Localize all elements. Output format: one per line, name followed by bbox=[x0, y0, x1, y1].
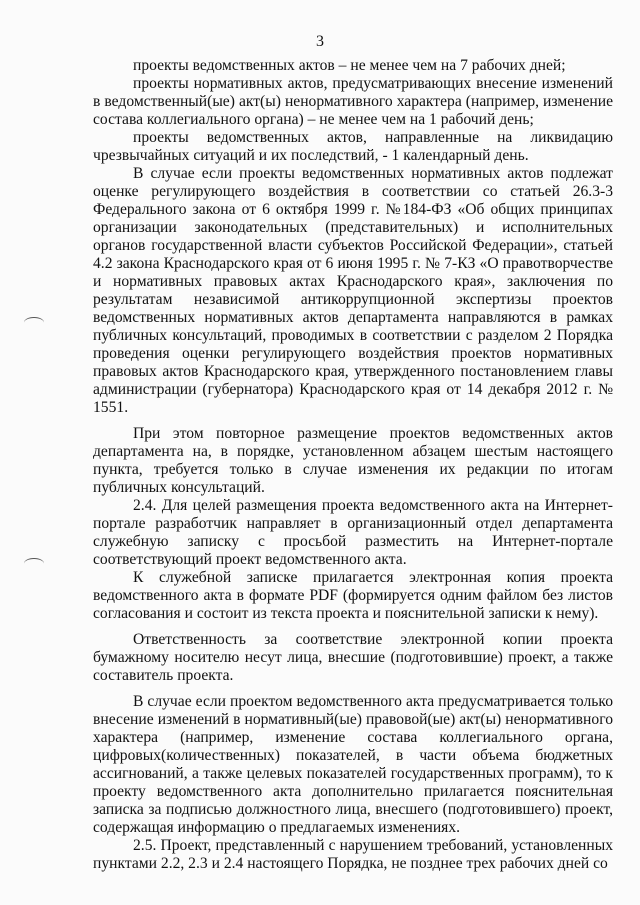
paragraph-section-2-4: 2.4. Для целей размещения проекта ведомственного акта на Интернет-портале разработчик направляет в организационный отдел департамента служебную записку с просьбой разместить на Интернет-портале соответствующий проект ведомственного акта. bbox=[93, 497, 613, 568]
paragraph-gap bbox=[93, 417, 613, 425]
paragraph-explanatory-note: В случае если проектом ведомственного акта предусматривается только внесение изменений в нормативный(ые) правовой(ые) акт(ы) ненормативного характера (например, изменение состава коллегиального органа, цифровых(количественных) показателей, в части объема бюджетных ассигнований, а также целевых показателей государственных программ), то к проекту ведомственного акта дополнительно прилагается пояснительная записка за подписью должностного лица, внесшего (подготовившего) проект, содержащая информацию о предлагаемых изменениях. bbox=[93, 693, 613, 836]
paragraph-gap bbox=[93, 623, 613, 631]
paragraph-section-2-5: 2.5. Проект, представленный с нарушением требований, установленных пунктами 2.2, 2.3 и 2.4 настоящего Порядка, не позднее трех рабочих дней со bbox=[93, 837, 613, 872]
paragraph-repeat-placement: При этом повторное размещение проектов ведомственных актов департамента на, в порядке, установленном абзацем шестым настоящего пункта, требуется только в случае изменения их редакции по итогам публичных консультаций. bbox=[93, 425, 613, 496]
paragraph-regulatory-impact-assessment: В случае если проекты ведомственных нормативных актов подлежат оценке регулирующего воздействия в соответствии со статьей 26.3-3 Федерального закона от 6 октября 1999 г. №184-ФЗ «Об общих принципах организации законодательных (представительных) и исполнительных органов государственной власти субъектов Российской Федерации», статьей 4.2 закона Краснодарского края от 6 июня 1995 г. № 7-КЗ «О правотворчестве и нормативных правовых актах Краснодарского края», заключения по результатам независимой антикоррупционной экспертизы проектов ведомственных нормативных актов департамента направляются в рамках публичных консультаций, проводимых в соответствии с разделом 2 Порядка проведения оценки регулирующего воздействия проектов нормативных правовых актов Краснодарского края, утвержденного постановлением главы администрации (губернатора) Краснодарского края от 14 декабря 2012 г. № 1551. bbox=[93, 165, 613, 416]
page-number: 3 bbox=[316, 33, 324, 50]
paragraph-deadline-emergency-acts: проекты ведомственных актов, направленные на ликвидацию чрезвычайных ситуаций и их последствий, - 1 календарный день. bbox=[93, 129, 613, 164]
paragraph-gap bbox=[93, 685, 613, 693]
paragraph-deadline-departmental-acts: проекты ведомственных актов – не менее чем на 7 рабочих дней; bbox=[133, 57, 566, 74]
document-body bbox=[93, 57, 613, 873]
paragraph-responsibility: Ответственность за соответствие электронной копии проекта бумажному носителю несут лица, внесшие (подготовившие) проект, а также составитель проекта. bbox=[93, 631, 613, 684]
paragraph-electronic-copy: К служебной записке прилагается электронная копия проекта ведомственного акта в формате PDF (формируется одним файлом без листов согласования и состоит из текста проекта и пояснительной записки к нему). bbox=[93, 569, 613, 622]
margin-mark-lower bbox=[24, 558, 44, 569]
paragraph-deadline-normative-amendments: проекты нормативных актов, предусматривающих внесение изменений в ведомственный(ые) акт(ы) ненормативного характера (например, изменение состава коллегиального органа) – не менее чем на 1 рабочий день; bbox=[93, 75, 613, 128]
margin-mark-upper bbox=[24, 317, 44, 328]
